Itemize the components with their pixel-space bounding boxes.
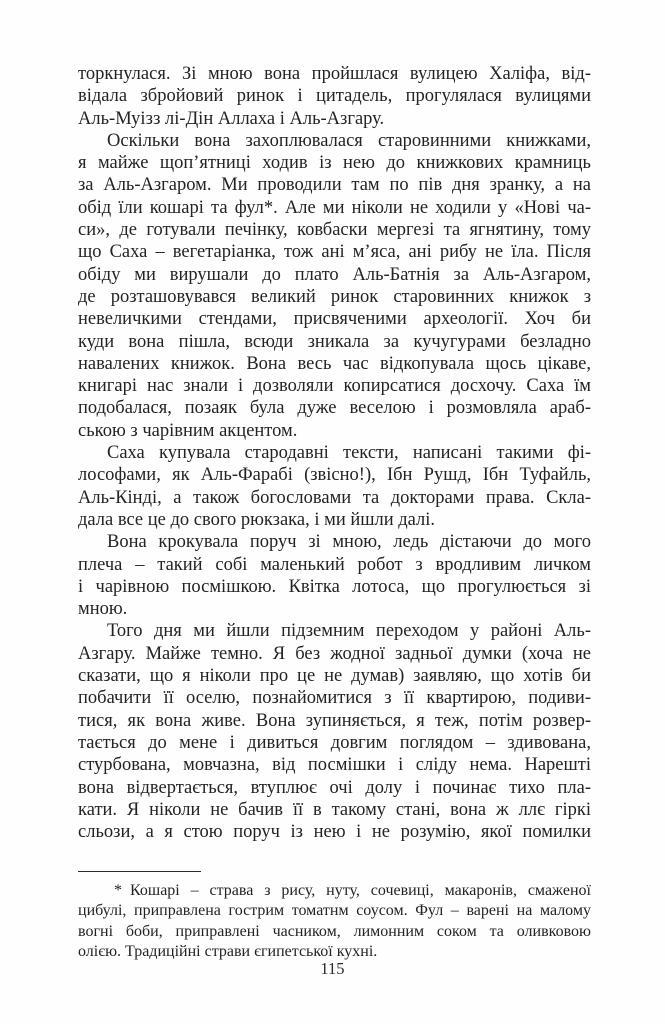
footnote-divider — [78, 871, 201, 872]
text-line: Аль-Кінді, а також богословами та докторами права. Скла- — [78, 487, 591, 508]
text-line: Азгару. Майже темно. Я без жодної задньої думки (хоча не — [78, 643, 591, 664]
text-line: обіду ми вирушали до плато Аль-Батнія за Аль-Азгаром, — [78, 264, 591, 285]
text-line: за Аль-Азгаром. Ми проводили там по пів дня зранку, а на — [78, 175, 591, 196]
text-line: Вона крокувала поруч зі мною, ледь дістаючи до мого — [107, 532, 591, 553]
text-line: сказати, що я ніколи про це не думав) заявляю, що хотів би — [78, 666, 591, 687]
text-line: си», де готували печінку, ковбаски мергезі та ягнятину, тому — [78, 220, 591, 241]
text-line: тися, як вона живе. Вона зупиняється, я теж, потім розвер- — [78, 710, 591, 731]
text-line: плеча – такий собі маленький робот з вродливим личком — [78, 554, 591, 575]
text-line: вогні боби, приправлені часником, лимонним соком та оливковою — [78, 922, 591, 940]
text-line: навалених книжок. Вона весь час відкопувала щось цікаве, — [78, 353, 591, 374]
footnote-block — [78, 881, 591, 962]
text-line: куди вона пішла, всюди зникала за кучугурами безладно — [78, 331, 591, 352]
text-line: ською з чарівним акцентом. — [78, 420, 298, 441]
text-line: сльози, а я стою поруч із нею і не розумію, якої помилки — [78, 822, 591, 843]
text-line: невеличкими стендами, присвяченими археології. Хоч би — [78, 309, 591, 330]
text-line: Аль-Муізз лі-Дін Аллаха і Аль-Азгару. — [78, 108, 385, 129]
text-line: * Кошарі – страва з рису, нуту, сочевиці, макаронів, смаженої — [114, 882, 591, 899]
text-line: де розташовувався великий ринок старовинних книжок з — [78, 286, 591, 307]
text-line: подобалася, позаяк була дуже веселою і розмовляла араб- — [78, 398, 591, 419]
text-line: олією. Традиційні страви єгипетської кухні. — [78, 942, 378, 960]
text-line: дала все це до свого рюкзака, і ми йшли далі. — [78, 509, 436, 530]
text-line: мною. — [78, 599, 128, 620]
text-line: я майже щоп’ятниці ходив із нею до книжкових крамниць — [78, 153, 591, 174]
page-number: 115 — [320, 959, 345, 978]
text-line: цибулі, приправлена гострим томатнм соусом. Фул – варені на малому — [78, 902, 591, 920]
text-line: Того дня ми йшли підземним переходом у районі Аль- — [107, 621, 591, 642]
text-line: тається до мене і дивиться довгим поглядом – здивована, — [78, 732, 591, 753]
text-line: книгарі нас знали і дозволяли копирсатися досхочу. Саха їм — [78, 376, 591, 397]
text-line: відала збройовий ринок і цитадель, прогулялася вулицями — [78, 86, 591, 107]
text-line: лософами, як Аль-Фарабі (звісно!), Ібн Рушд, Ібн Туфайль, — [78, 465, 591, 486]
text-line: що Саха – вегетаріанка, тож ані м’яса, ані рибу не їла. Після — [78, 242, 591, 263]
text-line: Оскільки вона захоплювалася старовинними книжками, — [107, 130, 591, 151]
text-line: торкнулася. Зі мною вона пройшлася вулицею Халіфа, від- — [78, 64, 591, 84]
text-line: Саха купувала стародавні тексти, написані такими фі- — [107, 443, 591, 464]
text-line: і чарівною посмішкою. Квітка лотоса, що прогулюється зі — [78, 576, 591, 597]
text-line: обід їли кошарі та фул*. Але ми ніколи не ходили у «Нові ча- — [78, 197, 591, 218]
text-line: вона відвертається, втуплює очі долу і починає тихо пла- — [78, 777, 591, 798]
text-line: стурбована, мовчазна, від посмішки і сліду нема. Нарешті — [78, 755, 591, 776]
text-line: побачити її оселю, познайомитися з її квартирою, подиви- — [78, 688, 591, 709]
text-line: кати. Я ніколи не бачив її в такому стані, вона ж ллє гіркі — [78, 799, 591, 820]
page-body-text — [78, 63, 591, 843]
